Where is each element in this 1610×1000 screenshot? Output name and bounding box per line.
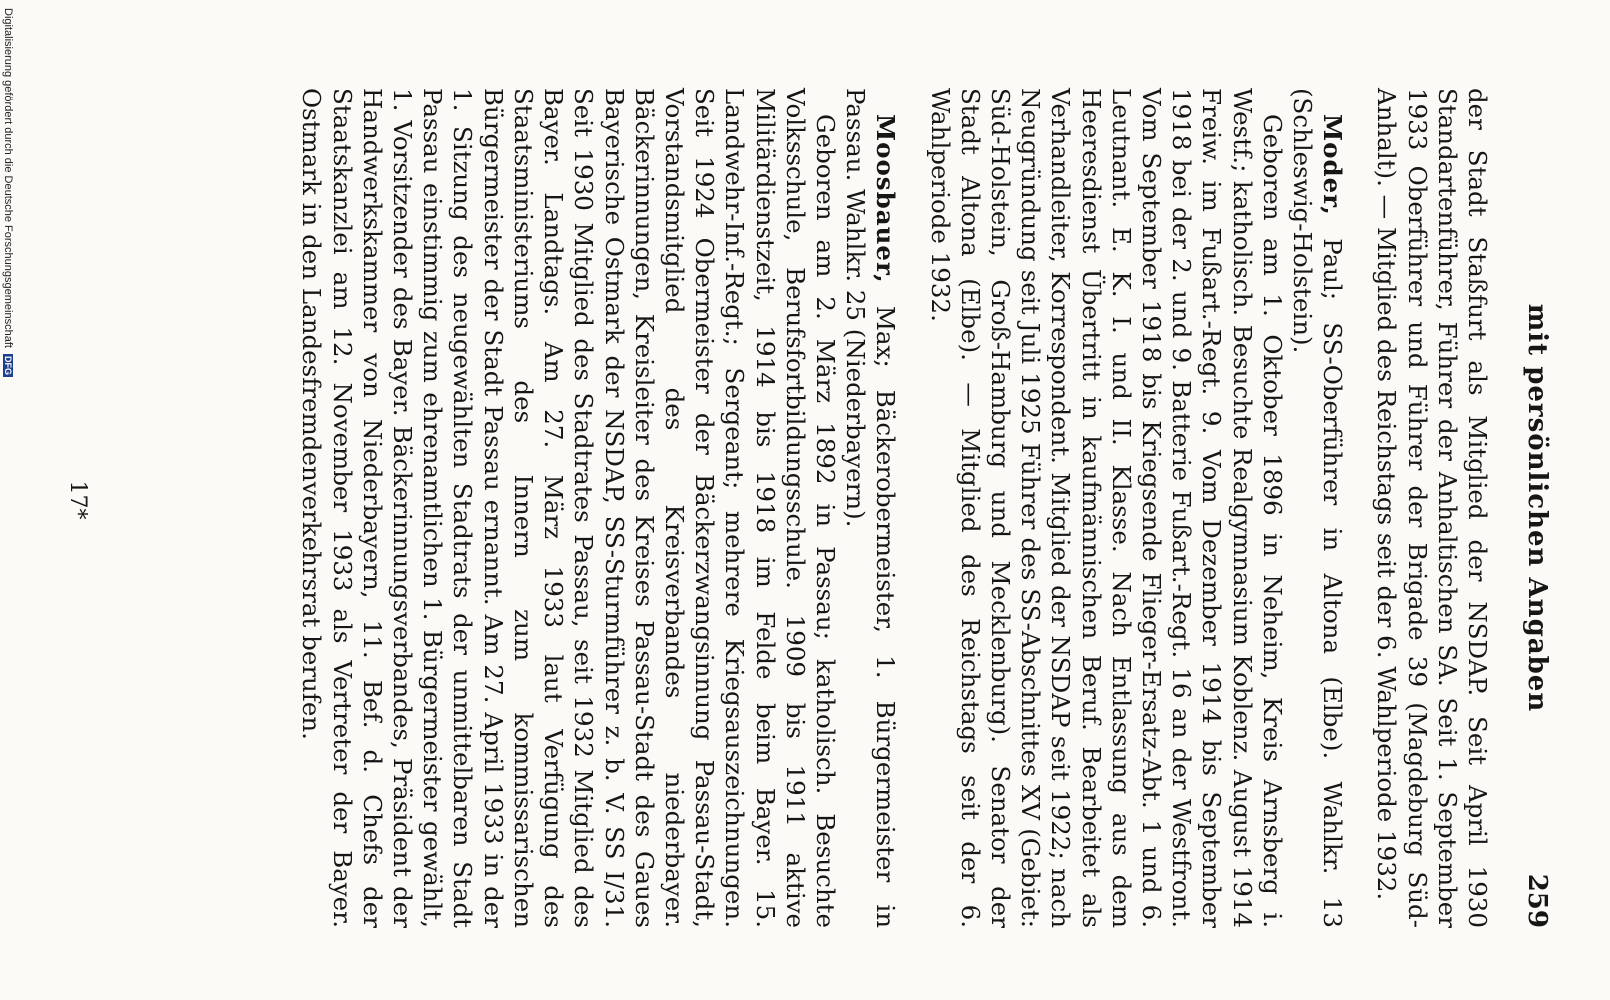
entry-heading: [840, 88, 900, 928]
biography-entry-moder: [924, 88, 1347, 928]
printer-signature: 17*: [65, 480, 90, 520]
continuation-paragraph: der Stadt Staßfurt als Mitglied der NSDAP. Seit April 1930 Standartenführer, Führer der Anhaltischen SA. Seit 1. September 1933 Oberführer und Führer der Brigade 39 (Magdeburg Süd-Anhalt). — Mitglied des Reichstags seit der 6. Wahlperiode 1932.: [1372, 88, 1492, 928]
running-header: [1512, 88, 1552, 928]
entry-name: Moder,: [1318, 114, 1348, 216]
credit-text: Digitalisierung gefördert durch die Deutsche Forschungsgemeinschaft: [2, 8, 14, 348]
biography-entry-moosbauer: [296, 88, 900, 928]
entry-body: Geboren am 1. Oktober 1896 in Neheim, Kreis Arnsberg i. Westf.; katholisch. Besuchte Realgymnasium Koblenz. August 1914 Freiw. im Fußart.-Regt. 9. Vom Dezember 1914 bis September 1918 bei der 2. und 9. Batterie Fußart.-Regt. 16 an der Westfront. Vom September 1918 bis Kriegsende Flieger-Ersatz-Abt. 1 und 6. Leutnant. E. K. I. und II. Klasse. Nach Entlassung aus dem Heeresdienst Übertritt in kaufmännischen Beruf. Bearbeitet als Verhandleiter, Korrespondent. Mitglied der NSDAP seit 1922; nach Neugründung seit Juli 1925 Führer des SS-Abschnittes XV (Gebiet: Süd-Holstein, Groß-Hamburg und Mecklenburg). Senator der Stadt Altona (Elbe). — Mitglied des Reichstags seit der 6. Wahlperiode 1932.: [925, 88, 1287, 928]
main-text: [296, 88, 1492, 928]
entry-name: Moosbauer,: [871, 114, 901, 284]
page-number: 259: [1522, 873, 1552, 928]
credit-line: [2, 8, 14, 377]
running-title: mit persönlichen Angaben: [1522, 303, 1552, 713]
entry-heading: [1287, 88, 1347, 928]
entry-heading-rest: Paul; SS-Oberführer in Altona (Elbe). Wahlkr. 13 (Schleswig-Holstein).: [1287, 88, 1348, 928]
dfg-logo: DFG: [3, 356, 13, 376]
entry-body: Geboren am 2. März 1892 in Passau; katholisch. Besuchte Volksschule, Berufsfortbildungsschule. 1909 bis 1911 aktive Militärdienstzeit, 1914 bis 1918 im Felde beim Bayer. 15. Landwehr-Inf.-Regt.; Sergeant; mehrere Kriegsauszeichnungen. Seit 1924 Obermeister der Bäckerzwangsinnung Passau-Stadt, Vorstandsmitglied des Kreisverbandes niederbayer. Bäckerinnungen, Kreisleiter des Kreises Passau-Stadt des Gaues Bayerische Ostmark der NSDAP, SS-Sturmführer z. b. V. SS I/31. Seit 1930 Mitglied des Stadtrates Passau, seit 1932 Mitglied des Bayer. Landtags. Am 27. März 1933 laut Verfügung des Staatsministeriums des Innern zum kommissarischen Bürgermeister der Stadt Passau ernannt. Am 27. April 1933 in der 1. Sitzung des neugewählten Stadtrats der unmittelbaren Stadt Passau einstimmig zum ehrenamtlichen 1. Bürgermeister gewählt, 1. Vorsitzender des Bayer. Bäckerinnungsverbandes, Präsident der Handwerkskammer von Niederbayern, 11. Bef. d. Chefs der Staatskanzlei am 12. November 1933 als Vertreter der Bayer. Ostmark in den Landesfremdenverkehrsrat berufen.: [297, 88, 840, 928]
entry-heading-rest: Max; Bäckerobermeister, 1. Bürgermeister in Passau. Wahlkr. 25 (Niederbayern).: [841, 88, 901, 928]
